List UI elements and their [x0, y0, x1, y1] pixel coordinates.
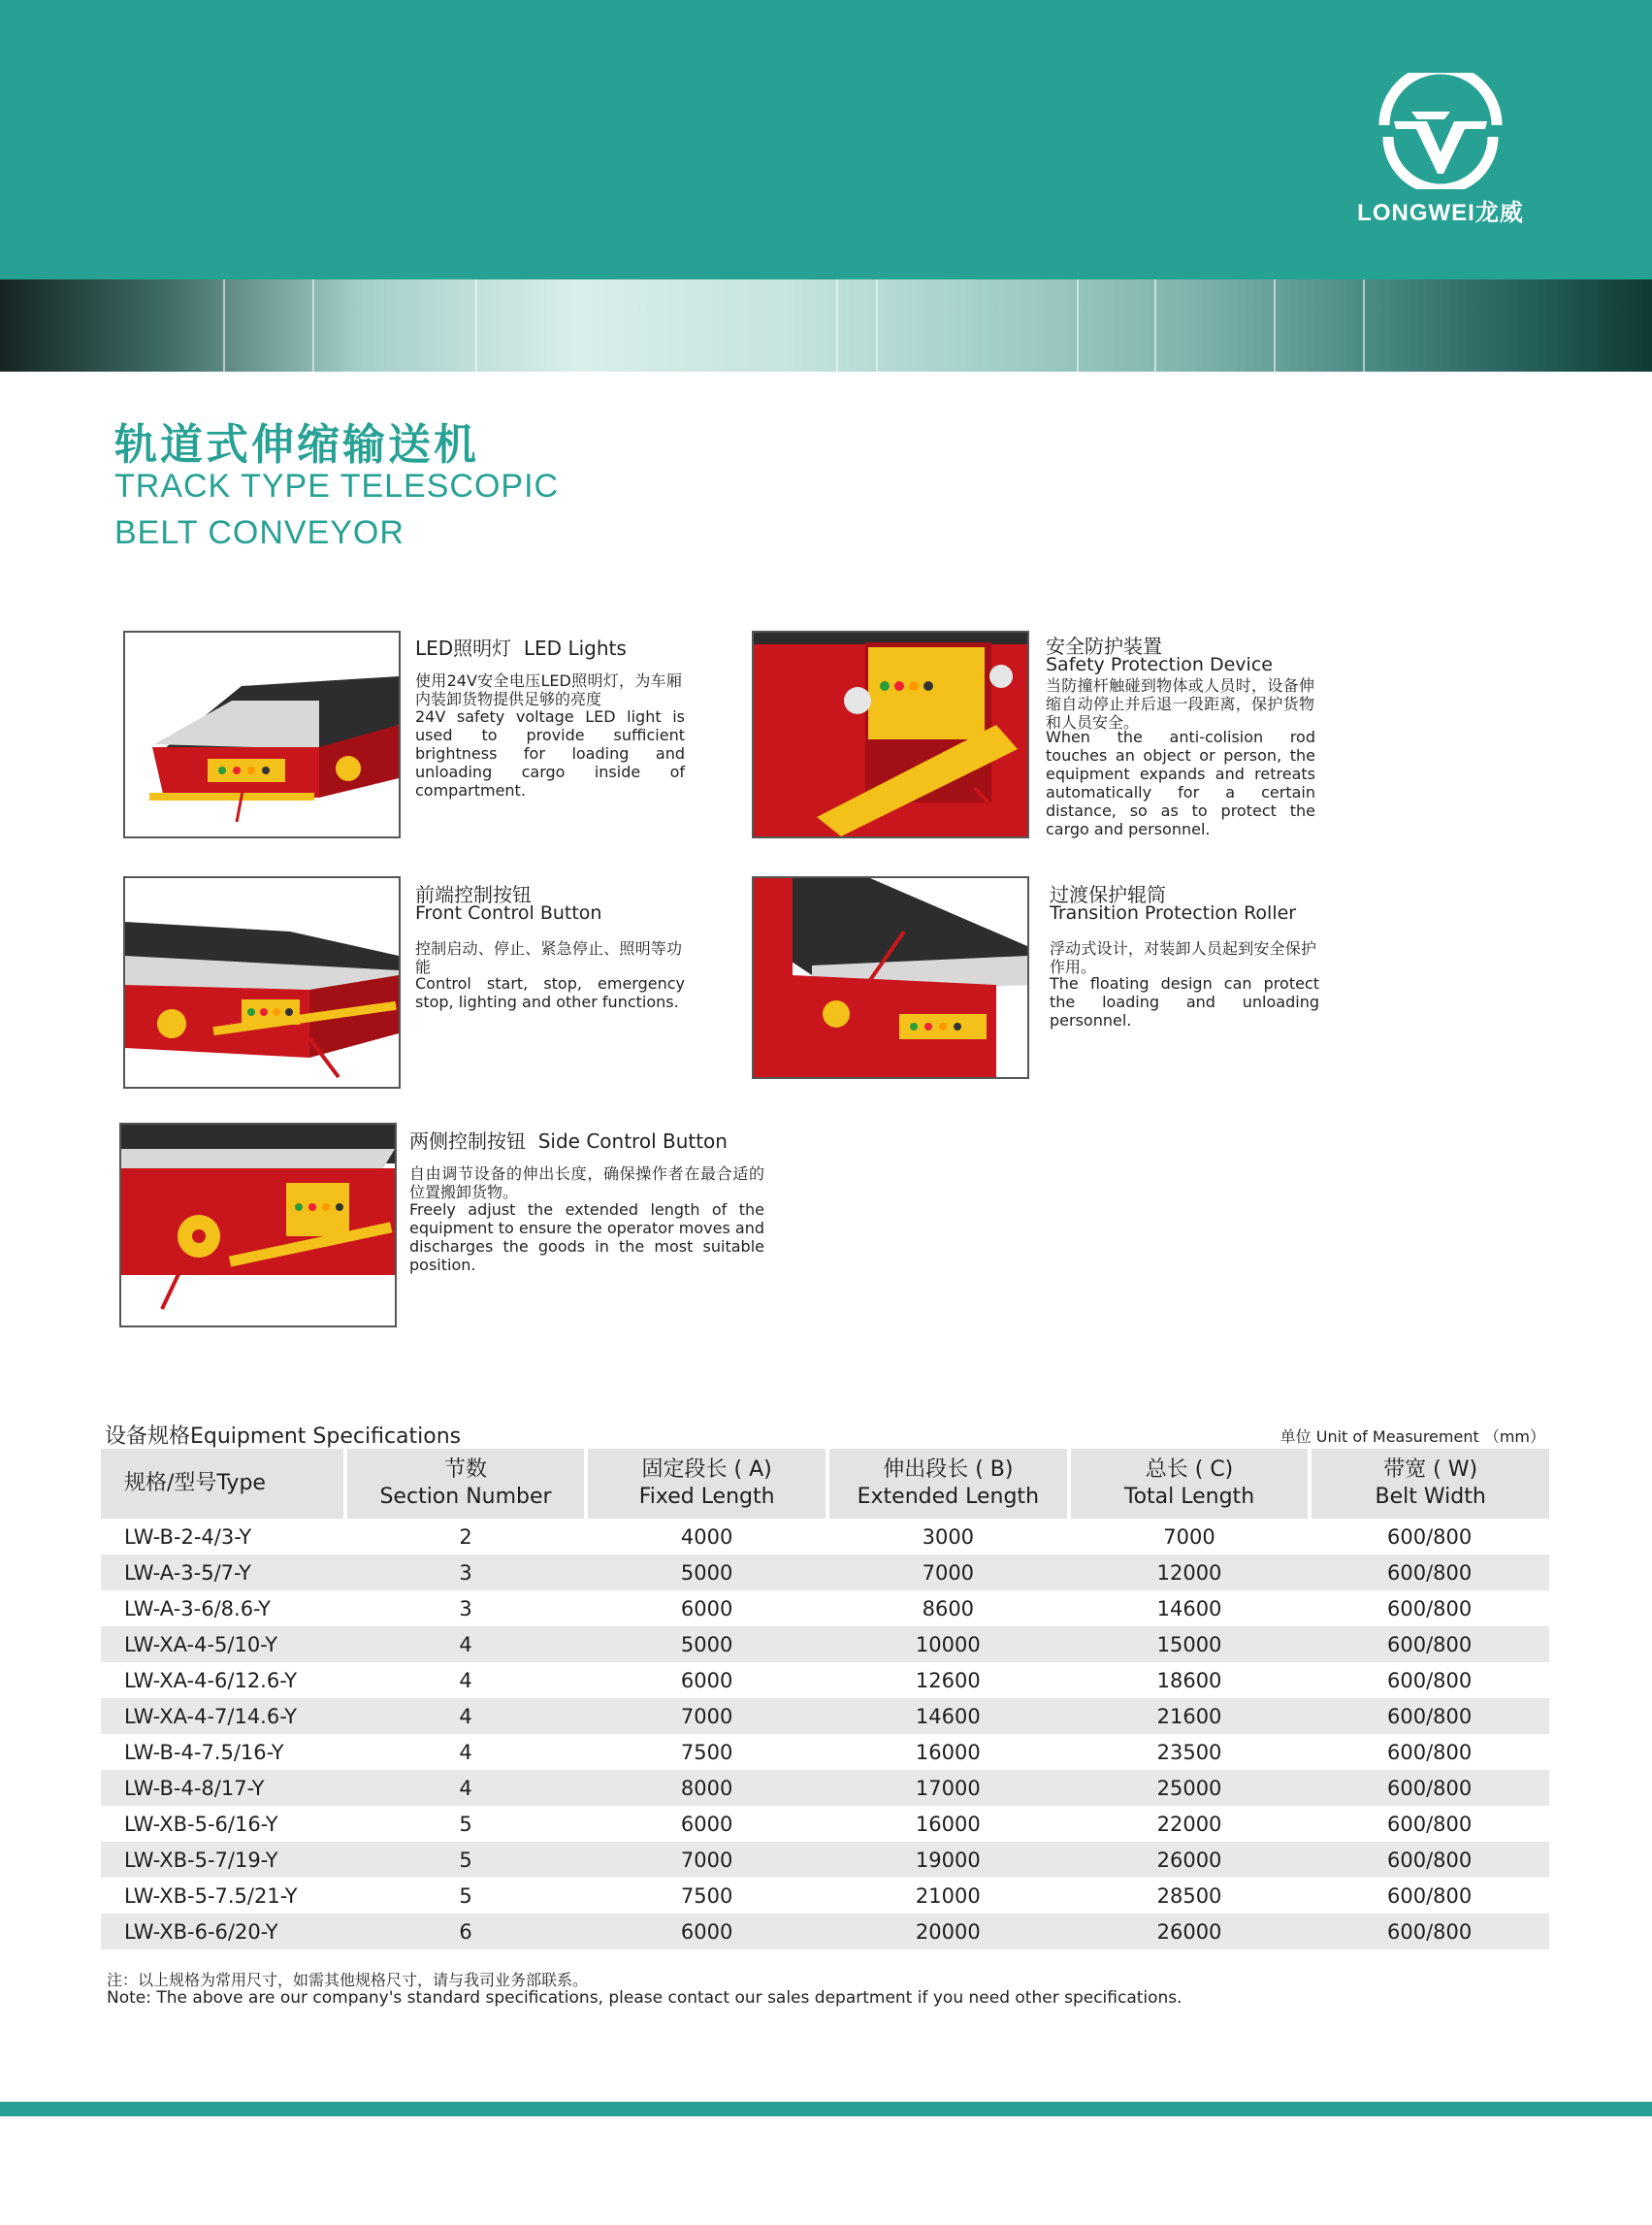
table-row — [101, 1662, 1549, 1698]
table-cell: 600/800 — [1387, 1740, 1473, 1764]
table-cell: 28500 — [1156, 1883, 1222, 1908]
table-cell: LW-XA-4-7/14.6-Y — [101, 1698, 345, 1734]
transition-roller-desc-cn: 浮动式设计，对装卸人员起到安全保护作用。 — [1050, 939, 1316, 976]
table-row — [101, 1554, 1549, 1590]
col-header-belt-width: 带宽 ( W) Belt Width — [1310, 1449, 1549, 1519]
specs-title: 设备规格Equipment Specifications — [105, 1424, 462, 1449]
table-cell: 6000 — [680, 1596, 733, 1620]
led-lights-desc-en: 24V safety voltage LED light is used to provide sufficient brightness for loading and unloading cargo inside of compartment. — [415, 707, 685, 800]
safety-protection-photo — [752, 631, 1029, 838]
col-header-extended-length: 伸出段长 ( B) Extended Length — [827, 1449, 1069, 1519]
table-cell: 4 — [345, 1626, 587, 1662]
table-cell: 16000 — [915, 1812, 981, 1836]
table-cell: 3 — [459, 1596, 472, 1620]
side-control-photo — [119, 1123, 397, 1327]
table-cell: 2 — [459, 1524, 472, 1549]
table-cell: 600/800 — [1310, 1554, 1549, 1590]
table-cell: 5000 — [586, 1626, 827, 1662]
table-cell: 25000 — [1069, 1770, 1311, 1806]
side-control-desc-en: Freely adjust the extended length of the equipment to ensure the operator moves and discharges the goods in the most suitable position. — [409, 1200, 764, 1274]
led-lights-desc-cn: 使用24V安全电压LED照明灯，为车厢内装卸货物提供足够的亮度 — [415, 671, 682, 708]
table-cell: 7000 — [1163, 1524, 1215, 1549]
table-cell: 7000 — [586, 1698, 827, 1734]
table-cell: 14600 — [1156, 1596, 1222, 1620]
col-header-total-length: 总长 ( C) Total Length — [1069, 1449, 1311, 1519]
table-row — [101, 1878, 1549, 1914]
table-cell: 3000 — [922, 1524, 975, 1549]
table-cell: 19000 — [827, 1842, 1069, 1878]
decorative-banner — [0, 279, 1652, 372]
page-title-en-line1: TRACK TYPE TELESCOPIC — [114, 468, 560, 505]
table-cell: 4 — [345, 1770, 587, 1806]
safety-protection-heading-cn: 安全防护装置 — [1046, 635, 1162, 658]
table-cell: LW-A-3-5/7-Y — [101, 1554, 345, 1590]
table-cell: LW-XB-5-7.5/21-Y — [124, 1883, 298, 1908]
safety-protection-heading-en: Safety Protection Device — [1046, 654, 1273, 675]
front-control-desc-cn: 控制启动、停止、紧急停止、照明等功能 — [415, 939, 682, 976]
table-cell: 23500 — [1156, 1740, 1222, 1764]
safety-protection-desc-cn: 当防撞杆触碰到物体或人员时，设备伸缩自动停止并后退一段距离，保护货物和人员安全。 — [1046, 676, 1314, 732]
page-title-cn: 轨道式伸缩输送机 — [114, 420, 479, 470]
table-cell: 8000 — [586, 1770, 827, 1806]
note-cn: 注：以上规格为常用尺寸，如需其他规格尺寸，请与我司业务部联系。 — [107, 1971, 589, 1989]
table-cell: 3 — [345, 1554, 587, 1590]
table-row — [101, 1626, 1549, 1662]
side-control-heading: 两侧控制按钮 Side Control Button — [409, 1129, 728, 1153]
table-cell: 600/800 — [1387, 1883, 1473, 1908]
front-control-photo — [123, 876, 401, 1089]
unit-of-measurement: 单位 Unit of Measurement （mm） — [1279, 1427, 1545, 1446]
table-cell: 7500 — [680, 1740, 733, 1764]
table-cell: 600/800 — [1310, 1698, 1549, 1734]
col-header-section-number: 节数 Section Number — [345, 1449, 587, 1519]
table-cell: 4 — [459, 1740, 472, 1764]
table-row — [101, 1698, 1549, 1734]
transition-roller-heading-en: Transition Protection Roller — [1050, 902, 1297, 924]
table-cell: 8600 — [922, 1596, 975, 1620]
table-cell: 10000 — [827, 1626, 1069, 1662]
table-cell: LW-B-2-4/3-Y — [124, 1524, 252, 1549]
table-cell: 600/800 — [1387, 1668, 1473, 1692]
transition-roller-photo — [752, 876, 1029, 1079]
table-cell: 6 — [345, 1914, 587, 1949]
page-title-en-line2: BELT CONVEYOR — [114, 514, 405, 551]
table-cell: 5000 — [586, 1554, 827, 1590]
header-band — [0, 0, 1652, 279]
table-cell: 600/800 — [1387, 1524, 1473, 1549]
table-cell: 20000 — [827, 1914, 1069, 1949]
table-cell: LW-XB-5-6/16-Y — [124, 1812, 278, 1836]
table-cell: 4 — [459, 1668, 472, 1692]
table-cell: 7000 — [827, 1554, 1069, 1590]
table-row — [101, 1806, 1549, 1842]
table-row — [101, 1770, 1549, 1806]
table-cell: 14600 — [827, 1698, 1069, 1734]
table-cell: 7000 — [586, 1842, 827, 1878]
table-cell: LW-B-4-7.5/16-Y — [124, 1740, 284, 1764]
table-cell: 12600 — [915, 1668, 981, 1692]
table-cell: 12000 — [1069, 1554, 1311, 1590]
table-cell: 600/800 — [1310, 1770, 1549, 1806]
table-cell: 6000 — [680, 1668, 733, 1692]
specs-table — [101, 1449, 1549, 1949]
table-cell: 7500 — [680, 1883, 733, 1908]
front-control-desc-en: Control start, stop, emergency stop, lighting and other functions. — [415, 974, 685, 1011]
table-cell: LW-XB-5-7/19-Y — [101, 1842, 345, 1878]
table-row — [101, 1519, 1549, 1554]
transition-roller-desc-en: The floating design can protect the loading and unloading personnel. — [1050, 974, 1319, 1030]
col-header-type: 规格/型号Type — [101, 1449, 345, 1519]
table-cell: LW-XB-6-6/20-Y — [101, 1914, 345, 1949]
table-row — [101, 1914, 1549, 1949]
note-en: Note: The above are our company's standard specifications, please contact our sales department if you need other specifications. — [107, 1988, 1182, 2008]
table-cell: 6000 — [680, 1812, 733, 1836]
table-cell: 16000 — [915, 1740, 981, 1764]
table-row — [101, 1842, 1549, 1878]
table-cell: 15000 — [1069, 1626, 1311, 1662]
table-cell: 17000 — [827, 1770, 1069, 1806]
table-cell: LW-XA-4-5/10-Y — [101, 1626, 345, 1662]
specs-header-row — [101, 1449, 1549, 1519]
table-cell: 22000 — [1156, 1812, 1222, 1836]
table-cell: 6000 — [586, 1914, 827, 1949]
table-cell: 600/800 — [1310, 1914, 1549, 1949]
table-cell: 26000 — [1069, 1842, 1311, 1878]
longwei-logo — [1344, 73, 1538, 228]
table-cell: 26000 — [1069, 1914, 1311, 1949]
table-cell: 18600 — [1156, 1668, 1222, 1692]
side-control-desc-cn: 自由调节设备的伸出长度，确保操作者在最合适的位置搬卸货物。 — [409, 1164, 764, 1201]
safety-protection-desc-en: When the anti-colision rod touches an object or person, the equipment expands and retreats automatically for a certain distance, so as to protect the cargo and personnel. — [1046, 728, 1315, 838]
logo-text: LONGWEI龙威 — [1357, 200, 1524, 226]
led-lights-heading: LED照明灯 LED Lights — [415, 637, 627, 660]
table-cell: 21600 — [1069, 1698, 1311, 1734]
led-lights-photo — [123, 631, 401, 838]
table-cell: 600/800 — [1310, 1626, 1549, 1662]
logo-mark-icon — [1344, 73, 1538, 189]
table-row — [101, 1590, 1549, 1626]
table-cell: 4 — [345, 1698, 587, 1734]
col-header-fixed-length: 固定段长 ( A) Fixed Length — [586, 1449, 827, 1519]
front-control-heading-en: Front Control Button — [415, 902, 602, 924]
table-cell: 21000 — [915, 1883, 981, 1908]
table-cell: 600/800 — [1387, 1596, 1473, 1620]
transition-roller-heading-cn: 过渡保护辊筒 — [1050, 883, 1166, 906]
table-cell: 5 — [345, 1842, 587, 1878]
table-cell: 5 — [459, 1812, 472, 1836]
table-row — [101, 1734, 1549, 1770]
table-cell: 600/800 — [1310, 1842, 1549, 1878]
table-cell: 5 — [459, 1883, 472, 1908]
front-control-heading-cn: 前端控制按钮 — [415, 883, 532, 906]
table-cell: 600/800 — [1387, 1812, 1473, 1836]
table-cell: 4000 — [680, 1524, 733, 1549]
table-cell: LW-B-4-8/17-Y — [101, 1770, 345, 1806]
footer-bar — [0, 2102, 1652, 2116]
table-cell: LW-XA-4-6/12.6-Y — [124, 1668, 298, 1692]
table-cell: LW-A-3-6/8.6-Y — [124, 1596, 271, 1620]
